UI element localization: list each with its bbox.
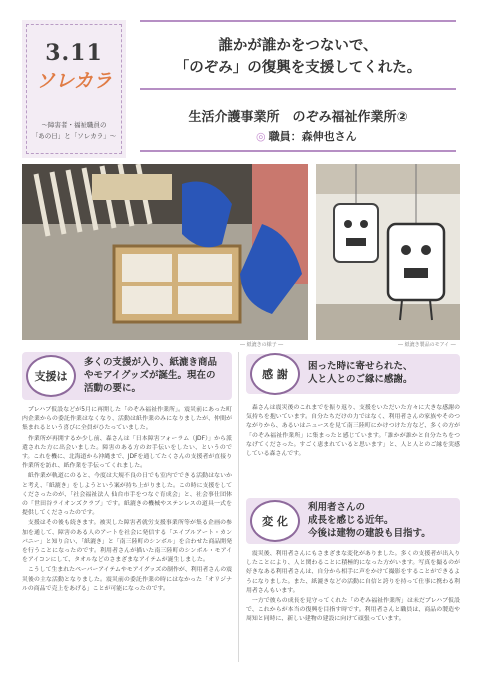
thanks-heading-line1: 困った時に寄せられた、 [308, 361, 413, 372]
logo-script-title: ソレカラ [35, 70, 112, 92]
series-logo [22, 20, 126, 158]
staff-label: 職員：森伸也さん [268, 130, 357, 143]
photo-moai-product [316, 164, 460, 340]
column-divider [238, 352, 239, 662]
support-paragraph-3: 紙作業が軌道にのると、今度は大規不良の日でも室内でできる活動はないかと考え、「紙漉き」をしようという案が持ち上がりました。この時に支援をしてくださったのが、「社会福祉法人 仙台市手をつなぐ育成会」と、社会事仕団体の「世田谷ライオンズクラブ」です。紙漉きの機械やステンレスの道具一式を提供してくださったのです。 [22, 473, 232, 517]
header-top-rule [140, 20, 456, 22]
facility-title: 生活介護事業所 のぞみ福祉作業所② [188, 110, 408, 125]
support-heading-line2: やモアイグッズが誕生。現在の [84, 370, 216, 381]
change-heading-line3: 今後は建物の建設も目指す。 [308, 528, 431, 539]
support-paragraph-5: こうして生まれたペーパーアイテムやモアイグッズの制作が、利用者さんの震災後の主な活動となりました。震災前の委託作業の時にはなかった「オリジナルの商品で売上をあげる」ことが可能になったのです。 [22, 567, 232, 592]
photo-papermaking [22, 164, 308, 340]
photo-moai-drawing [316, 164, 460, 340]
header-bottom-rule [140, 150, 456, 152]
staff-mark: ◎ [256, 130, 266, 143]
thanks-body [246, 404, 460, 460]
left-photo-caption: ― 紙漉きの様子 ― [240, 342, 284, 348]
thanks-heading-line2: 人と人とのご縁に感謝。 [308, 374, 413, 385]
change-heading-line2: 成長を感じる近年。 [308, 515, 394, 526]
support-heading-line1: 多くの支援が入り、紙漉き商品 [84, 357, 218, 368]
thanks-badge: 感 謝 [250, 353, 300, 395]
support-heading-line3: 活動の要に。 [84, 383, 142, 394]
change-paragraph-1: 震災後、利用者さんにもさまざまな変化がありました。多くの支援者が出入りしたことにより、人と関わることに積極的になった方がいます。写真を撮るのが好きなある利用者さんは、自分から相手に声をかけて撮影をすることができるようになりました。また、紙漉きなどの活動に自信と誇りを持って仕事に携わる利用者さんもいます。 [246, 551, 460, 594]
headline-line2: 「のぞみ」の復興を支援してくれた。 [174, 60, 422, 76]
thanks-paragraph-1: 森さんは震災後のこれまでを振り返り、支援をいただいた方々に大きな感謝の気持ちを抱いています。自分たちだけの力ではなく、利用者さんの家族やそのつながりから、あるいはニュースを見て南三陸町にかけつけた方など、多くの方が「のぞみ福祉作業所」に集まったと感じています。「誰かが誰かと自分たちをつなげてくださった。すごく恵まれていると思います」と、人と人とのご縁を実感している森さんです。 [246, 405, 460, 458]
support-badge: 支援は [26, 355, 76, 397]
support-heading [84, 356, 217, 395]
logo-sub-line2: 「あの日」と「ソレカラ」〜 [31, 132, 117, 140]
support-paragraph-4: 支援はその後も続きます。被災した障害者就労支援事業所等が集る企画の参加を通して、障害のある人のアートを社会に発信する「エイブルアート・カンパニー」と知り合い、「紙漉き」と「南三陸町のシンボル」を合わせた商品開発を行うことになったのです。利用者さんが描いた南三陸町のシンボル・モアイをアイコンにして、タオルなどのさまざまなアイテムが誕生しました。 [22, 520, 232, 564]
change-heading [308, 501, 431, 540]
logo-subtitle [26, 120, 122, 142]
support-body [22, 406, 232, 595]
support-paragraph-1: プレハブ仮設などが5月に再開した「のぞみ福祉作業所」。震災前にあった町内企業からの委託作業はなくなり、活動は紙作業のみになりましたが、仲間が集まれるという喜びに全員がひたっていました。 [22, 407, 232, 432]
right-photo-caption: ― 紙漉き製品のモアイ ― [398, 342, 456, 348]
support-paragraph-2: 作業所が再開するか少し前、森さんは「日本障害フォーラム（JDF）」から派遣された方に出会いました。障害のある方のお手伝いをしたい、というのです。これを機に、北海道から沖縄まで、JDFを通してたくさんの支援者が直接り作業所を訪れ、紙作業を手伝ってくれました。 [22, 435, 232, 470]
header-mid-rule [140, 88, 456, 90]
logo-sub-line1: 〜障害者・福祉職員の [41, 121, 107, 129]
photo-papermaking-drawing [22, 164, 308, 340]
thanks-heading [308, 360, 413, 386]
change-body [246, 550, 460, 626]
change-badge: 変 化 [250, 500, 300, 542]
staff-name [256, 128, 357, 144]
change-paragraph-2: 一方で彼らの成長を見守ってくれた「のぞみ福祉作業所」は未だプレハブ仮設で、これからが本当の復興を目指す時です。利用者さんと職員は、商品の製造や周知と同時に、新しい建物の建設に向けて頑張っています。 [246, 598, 460, 623]
headline-line1: 誰かが誰かをつないで、 [218, 38, 378, 54]
change-heading-line1: 利用者さんの [308, 502, 366, 513]
logo-number: 3.11 [45, 40, 103, 66]
